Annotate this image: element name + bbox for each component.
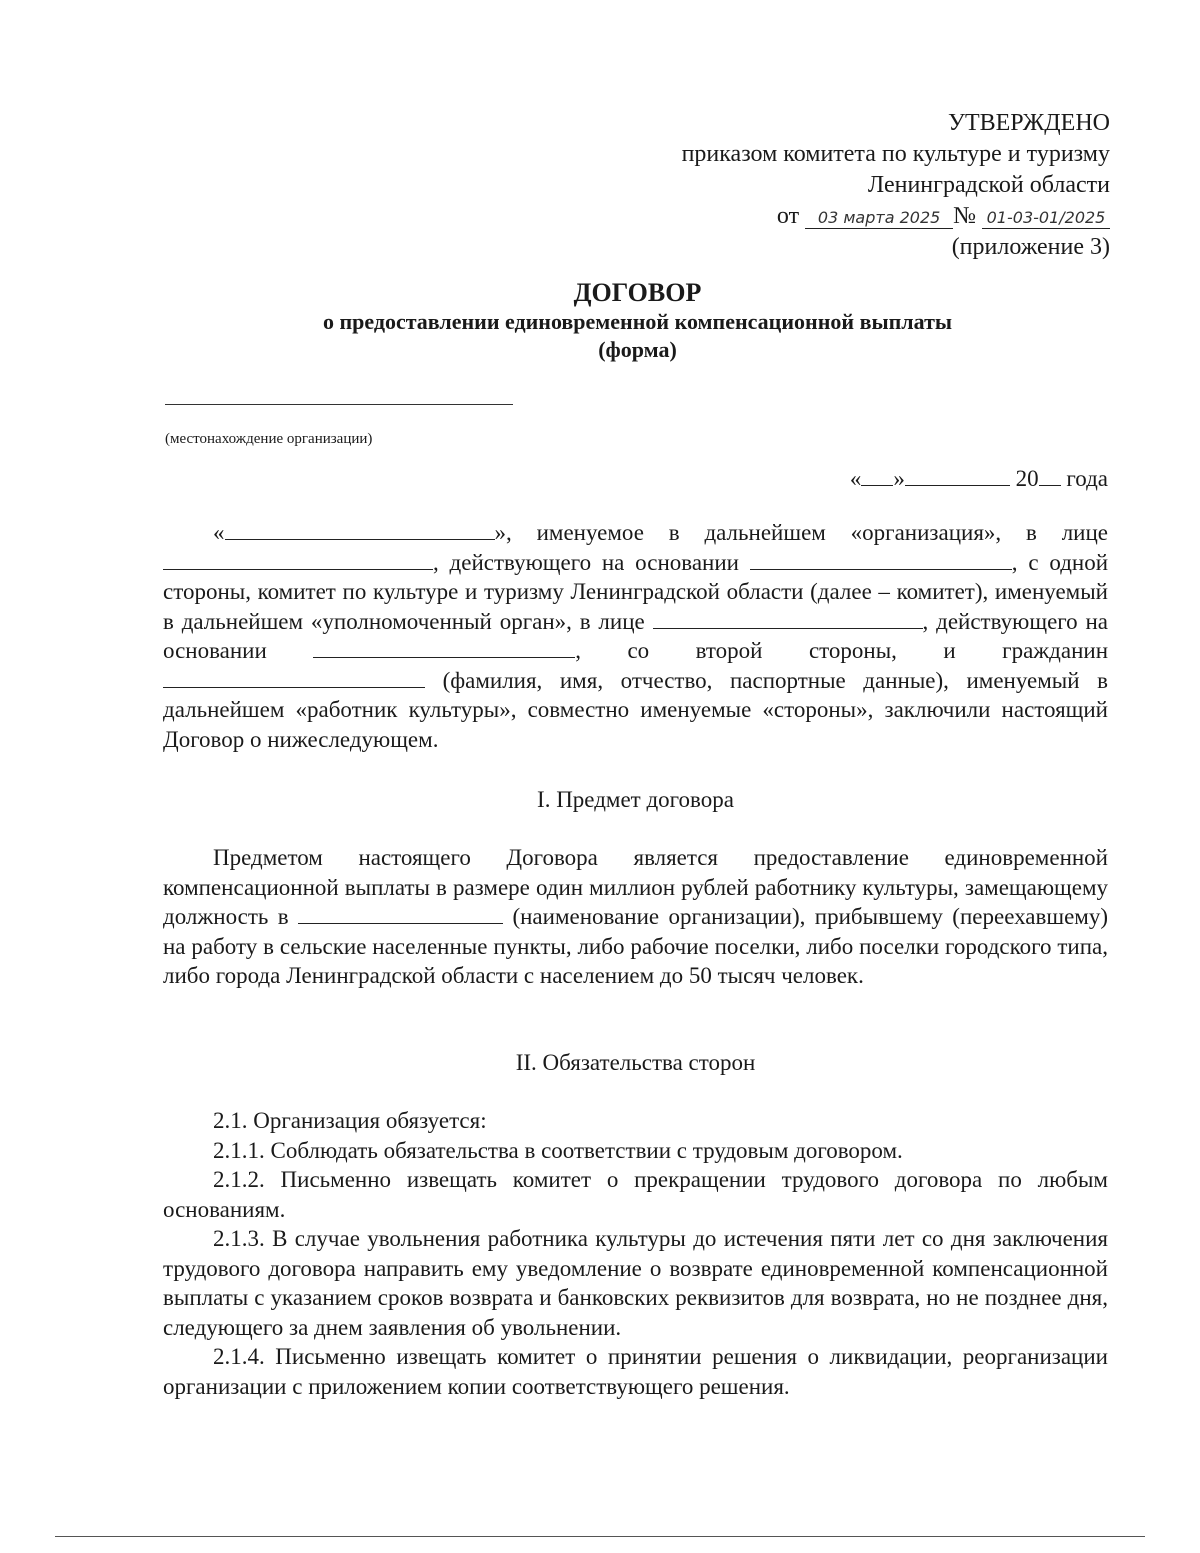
approval-line-1: приказом комитета по культуре и туризму (681, 141, 1110, 167)
approval-title: УТВЕРЖДЕНО (947, 110, 1110, 136)
section-1-text-a: Предметом настоящего Договора является предоставление единовременной компенсационной выплаты в размере один миллион рублей работнику культуры, замещающему должность в (163, 845, 1108, 929)
document-title-block (0, 278, 1200, 364)
committee-basis-blank (313, 637, 575, 658)
footer-rule (55, 1536, 1145, 1537)
document-subtitle: о предоставлении единовременной компенсационной выплаты (322, 309, 953, 334)
number-sign: № (953, 203, 976, 229)
intro-part-2: , действующего на основании (433, 549, 739, 575)
document-title: ДОГОВОР (573, 278, 702, 307)
section-1-text-b: (наименование организации), прибывшему (переехавшему) на работу в сельские населенные пункты, либо рабочие поселки, либо поселки городского типа, либо города Ленинградской области с населением до 50 тысяч человек. (163, 904, 1108, 988)
intro-part-5: , действующего на основании (163, 608, 1108, 663)
month-blank (905, 465, 1010, 486)
handwritten-date: 03 марта 2025 (805, 208, 953, 229)
intro-paragraph (163, 518, 1108, 754)
section-2-heading: II. Обязательства сторон (515, 1050, 756, 1075)
section-2-item: 2.1.3. В случае увольнения работника культуры до истечения пяти лет со дня заключения трудового договора направить ему уведомление о возврате единовременной компенсационной выплаты с указанием сроков возврата и банковских реквизитов для возврата, но не позднее дня, следующего за днем заявления об увольнении. (163, 1226, 1108, 1340)
contract-date-line (850, 465, 1108, 492)
year-prefix: 20 (1015, 466, 1039, 491)
intro-open-quote: « (213, 520, 225, 545)
intro-part-8: (фамилия, имя, отчество, паспортные данные), именуемый в дальнейшем «работник культуры», совместно именуемые «стороны», заключили настоящий Договор о нижеследующем. (163, 667, 1108, 752)
section-2-list (163, 1106, 1108, 1401)
section-1-heading: I. Предмет договора (537, 787, 734, 812)
appendix-label: (приложение 3) (951, 234, 1110, 260)
section-1-paragraph (163, 843, 1108, 991)
intro-part-1: », именуемое в дальнейшем «организация», в лице (494, 520, 1108, 545)
intro-part-6: , (575, 638, 581, 663)
approval-stamp-block (590, 108, 1110, 263)
year-blank (1039, 465, 1061, 486)
committee-representative-blank (653, 608, 923, 629)
document-form-label: (форма) (598, 337, 677, 362)
section-2-item: 2.1. Организация обязуется: (213, 1108, 487, 1133)
org-representative-blank (163, 549, 433, 570)
org-basis-blank (750, 549, 1012, 570)
approval-date-number-line (590, 201, 1110, 232)
location-caption: (местонахождение организации) (165, 431, 373, 447)
section-2-item: 2.1.1. Соблюдать обязательства в соответствии с трудовым договором. (213, 1137, 903, 1163)
intro-part-7: со второй стороны, и гражданин (627, 638, 1109, 663)
date-close-quote: » (893, 466, 905, 491)
location-blank-line (165, 404, 513, 405)
handwritten-number: 01-03-01/2025 (982, 208, 1110, 229)
section-2-item: 2.1.4. Письменно извещать комитет о принятии решения о ликвидации, реорганизации организации с приложением копии соответствующего решения. (163, 1344, 1108, 1399)
intro-part-4: с одной стороны, комитет по культуре и туризму Ленинградской области (далее – комитет), именуемый в дальнейшем «уполномоченный орган», в лице (163, 549, 1109, 634)
section-2-item: 2.1.2. Письменно извещать комитет о прекращении трудового договора по любым основаниям. (163, 1167, 1108, 1222)
day-blank (861, 465, 893, 486)
intro-part-3: , (1011, 549, 1018, 575)
organization-name-blank (225, 519, 495, 540)
date-open-quote: « (849, 466, 862, 491)
organization-blank (298, 903, 503, 924)
year-suffix: года (1066, 466, 1108, 491)
approval-line-2: Ленинградской области (867, 172, 1110, 198)
citizen-name-blank (163, 667, 425, 688)
from-prefix: от (776, 203, 800, 229)
